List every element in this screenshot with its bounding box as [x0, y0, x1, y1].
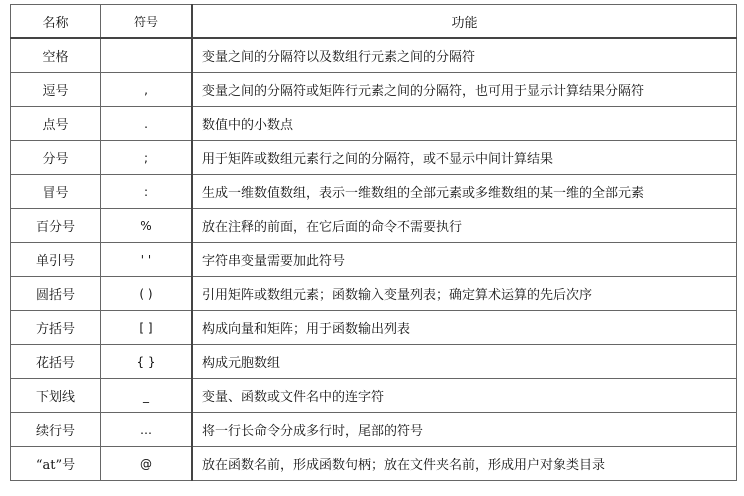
cell-function: 将一行长命令分成多行时，尾部的符号 [192, 413, 737, 447]
table-row [11, 38, 737, 73]
cell-name: 分号 [11, 141, 101, 175]
table-row [11, 141, 737, 175]
cell-function: 引用矩阵或数组元素；函数输入变量列表；确定算术运算的先后次序 [192, 277, 737, 311]
cell-symbol: % [101, 209, 193, 243]
cell-name: “at”号 [11, 447, 101, 481]
cell-name: 百分号 [11, 209, 101, 243]
cell-name: 逗号 [11, 73, 101, 107]
cell-name: 点号 [11, 107, 101, 141]
cell-name: 方括号 [11, 311, 101, 345]
table-row [11, 277, 737, 311]
cell-function: 放在注释的前面，在它后面的命令不需要执行 [192, 209, 737, 243]
cell-name: 单引号 [11, 243, 101, 277]
table-row [11, 209, 737, 243]
cell-function: 字符串变量需要加此符号 [192, 243, 737, 277]
table-row [11, 73, 737, 107]
cell-symbol: , [101, 73, 193, 107]
table-row [11, 379, 737, 413]
cell-symbol: … [101, 413, 193, 447]
cell-name: 下划线 [11, 379, 101, 413]
cell-symbol: { } [101, 345, 193, 379]
cell-symbol: : [101, 175, 193, 209]
header-row [11, 5, 737, 39]
cell-function: 构成向量和矩阵；用于函数输出列表 [192, 311, 737, 345]
cell-name: 续行号 [11, 413, 101, 447]
cell-function: 生成一维数值数组，表示一维数组的全部元素或多维数组的某一维的全部元素 [192, 175, 737, 209]
cell-name: 冒号 [11, 175, 101, 209]
cell-function: 数值中的小数点 [192, 107, 737, 141]
cell-name: 空格 [11, 38, 101, 73]
table-row [11, 413, 737, 447]
cell-function: 放在函数名前，形成函数句柄；放在文件夹名前，形成用户对象类目录 [192, 447, 737, 481]
header-symbol: 符号 [101, 5, 193, 39]
table-row [11, 107, 737, 141]
cell-function: 变量之间的分隔符或矩阵行元素之间的分隔符，也可用于显示计算结果分隔符 [192, 73, 737, 107]
table-row [11, 447, 737, 481]
cell-symbol [101, 38, 193, 73]
table-row [11, 175, 737, 209]
cell-symbol: _ [101, 379, 193, 413]
symbols-table [10, 4, 737, 481]
cell-symbol: [ ] [101, 311, 193, 345]
header-function: 功能 [192, 5, 737, 39]
cell-symbol: ' ' [101, 243, 193, 277]
table-body [11, 38, 737, 481]
cell-symbol: @ [101, 447, 193, 481]
cell-name: 圆括号 [11, 277, 101, 311]
cell-function: 用于矩阵或数组元素行之间的分隔符，或不显示中间计算结果 [192, 141, 737, 175]
cell-name: 花括号 [11, 345, 101, 379]
table-row [11, 311, 737, 345]
cell-function: 变量、函数或文件名中的连字符 [192, 379, 737, 413]
header-name: 名称 [11, 5, 101, 39]
cell-symbol: ( ) [101, 277, 193, 311]
table-row [11, 345, 737, 379]
cell-function: 构成元胞数组 [192, 345, 737, 379]
cell-symbol: . [101, 107, 193, 141]
cell-function: 变量之间的分隔符以及数组行元素之间的分隔符 [192, 38, 737, 73]
table-row [11, 243, 737, 277]
cell-symbol: ; [101, 141, 193, 175]
